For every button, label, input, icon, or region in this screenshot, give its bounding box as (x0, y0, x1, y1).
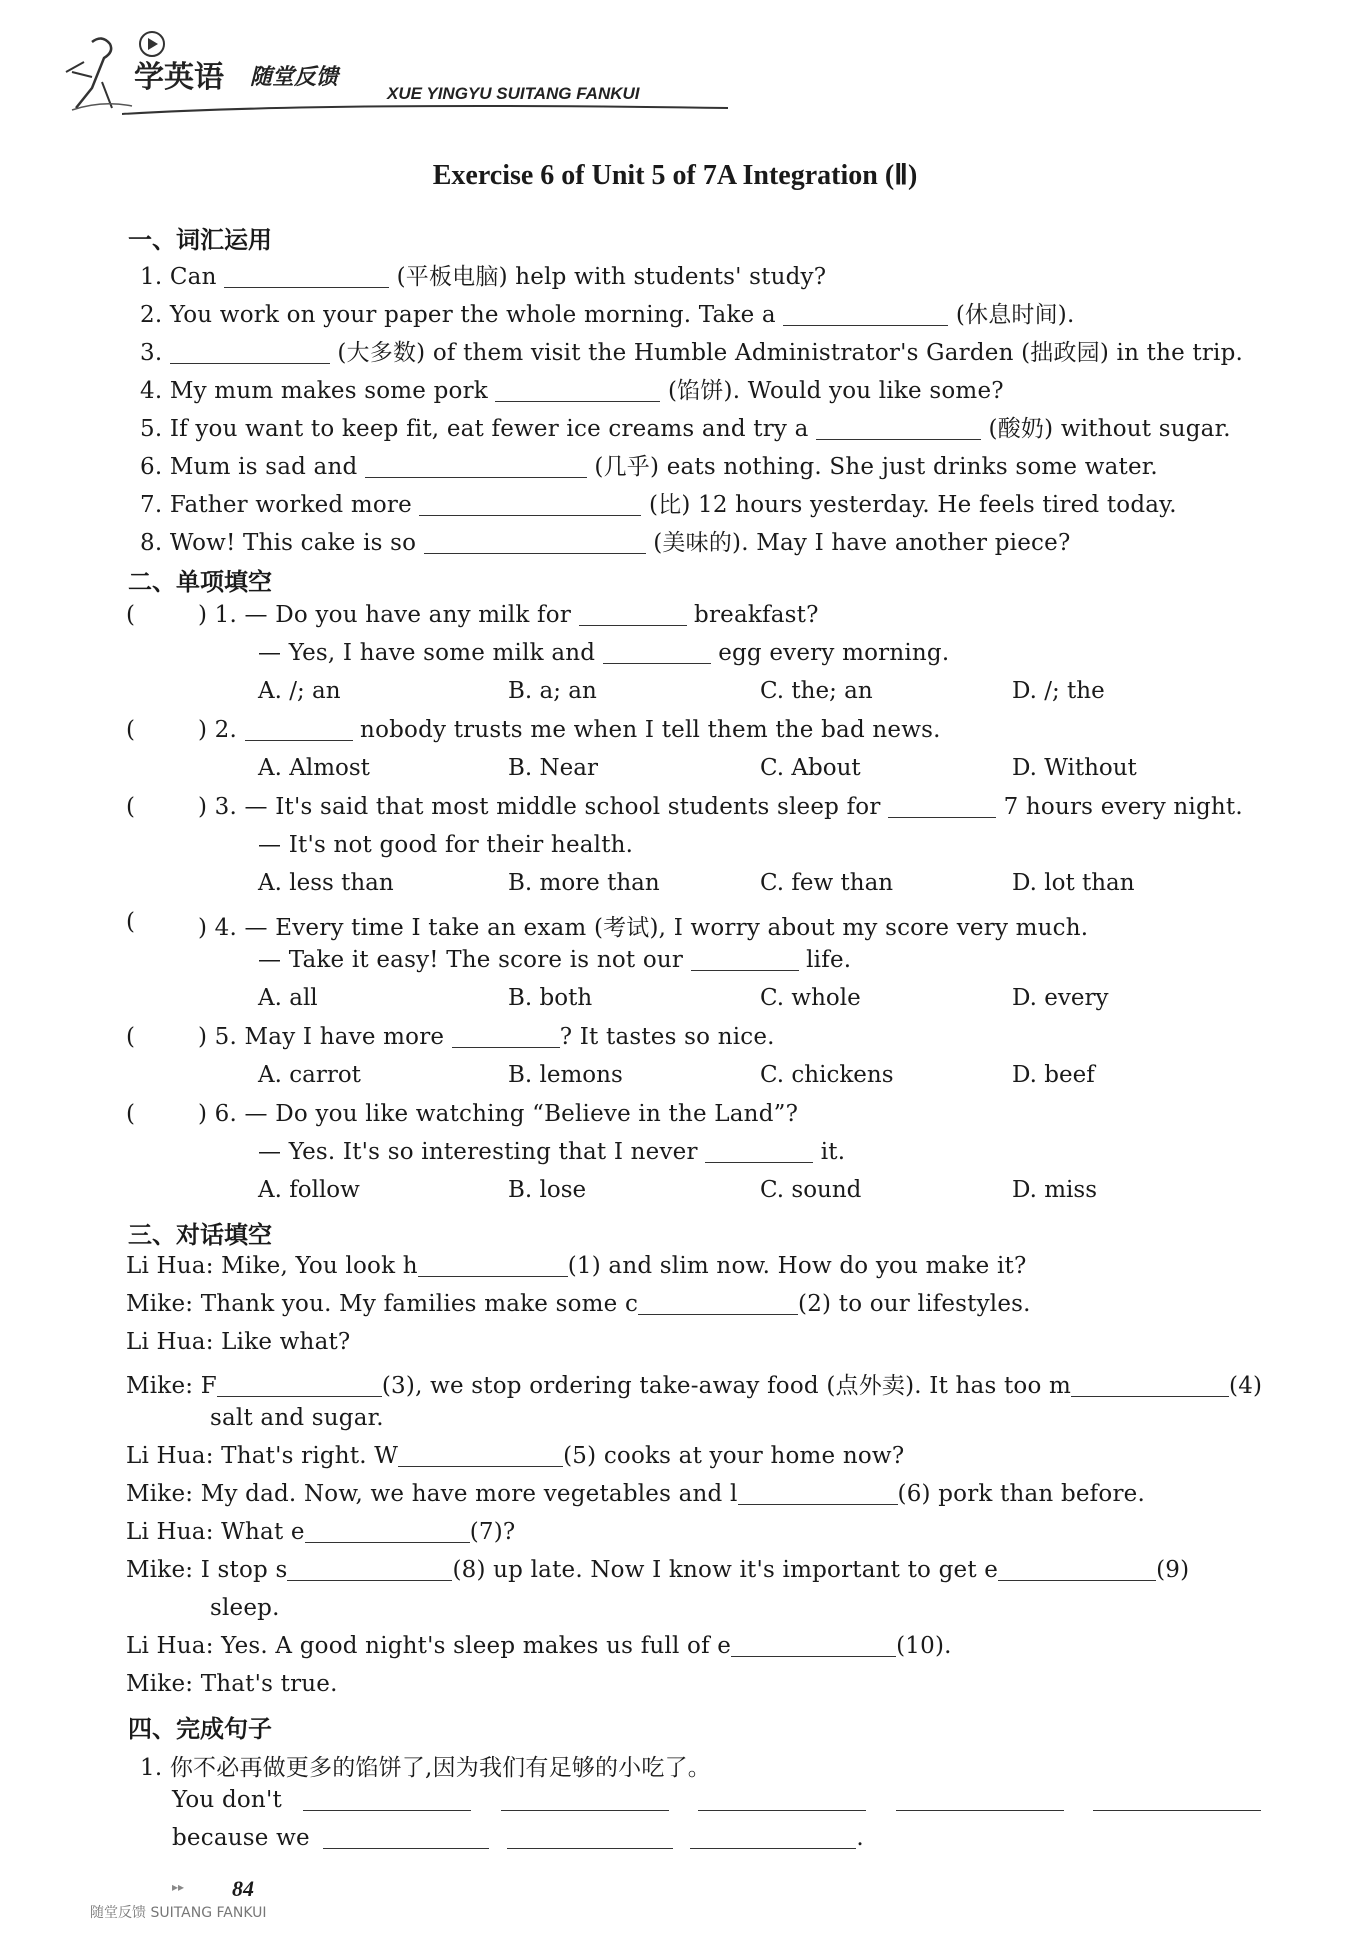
option-b[interactable]: B. both (508, 985, 593, 1011)
answer-blank[interactable] (1071, 1374, 1229, 1397)
answer-blank[interactable] (690, 1826, 856, 1849)
option-c[interactable]: C. the; an (760, 678, 873, 704)
vocab-item-4: 4. My mum makes some pork (馅饼). Would you like some? (140, 378, 1004, 404)
mc-question-6-reply: — Yes. It's so interesting that I never it. (258, 1139, 846, 1165)
answer-blank[interactable] (579, 603, 687, 626)
mc-question-1: ) 1. — Do you have any milk for breakfast? (198, 602, 819, 628)
option-c[interactable]: C. chickens (760, 1062, 894, 1088)
option-b[interactable]: B. Near (508, 755, 598, 781)
mc-question-3: ) 3. — It's said that most middle school students sleep for 7 hours every night. (198, 794, 1243, 820)
section-vocab-heading: 一、词汇运用 (128, 226, 272, 254)
answer-paren[interactable]: ( (126, 909, 135, 935)
answer-paren[interactable]: ( (126, 794, 135, 820)
answer-blank[interactable] (1093, 1788, 1261, 1811)
footer-arrow-icon: ▸▸ (172, 1880, 185, 1894)
option-a[interactable]: A. follow (258, 1177, 360, 1203)
option-c[interactable]: C. whole (760, 985, 861, 1011)
option-d[interactable]: D. miss (1012, 1177, 1098, 1203)
answer-blank[interactable] (738, 1482, 898, 1505)
answer-blank[interactable] (245, 718, 353, 741)
answer-blank[interactable] (452, 1025, 560, 1048)
answer-blank[interactable] (398, 1444, 563, 1467)
option-d[interactable]: D. every (1012, 985, 1109, 1011)
complete-line-1: You don't (172, 1787, 1261, 1813)
option-b[interactable]: B. lemons (508, 1062, 623, 1088)
answer-blank[interactable] (888, 795, 996, 818)
option-d[interactable]: D. beef (1012, 1062, 1095, 1088)
answer-blank[interactable] (365, 455, 587, 478)
vocab-item-8: 8. Wow! This cake is so (美味的). May I have another piece? (140, 530, 1071, 556)
header-cn-subtitle: 随堂反馈 (250, 65, 339, 90)
answer-paren[interactable]: ( (126, 602, 135, 628)
dialog-line-9: Li Hua: Yes. A good night's sleep makes us full of e (10). (126, 1633, 952, 1659)
answer-blank[interactable] (731, 1634, 896, 1657)
option-d[interactable]: D. lot than (1012, 870, 1135, 896)
vocab-item-5: 5. If you want to keep fit, eat fewer ice creams and try a (酸奶) without sugar. (140, 416, 1231, 442)
option-a[interactable]: A. all (258, 985, 318, 1011)
answer-blank[interactable] (217, 1374, 382, 1397)
answer-blank[interactable] (170, 341, 330, 364)
answer-paren[interactable]: ( (126, 1024, 135, 1050)
mc-question-3-reply: — It's not good for their health. (258, 832, 634, 858)
answer-blank[interactable] (418, 1254, 568, 1277)
section-dialog-heading: 三、对话填空 (128, 1221, 272, 1249)
answer-blank[interactable] (816, 417, 981, 440)
answer-blank[interactable] (224, 265, 389, 288)
answer-blank[interactable] (495, 379, 660, 402)
answer-blank[interactable] (424, 531, 646, 554)
page-title: Exercise 6 of Unit 5 of 7A Integration (Ⅱ) (432, 160, 918, 191)
option-a[interactable]: A. Almost (258, 755, 370, 781)
answer-blank[interactable] (501, 1788, 669, 1811)
mc-question-5: ) 5. May I have more ? It tastes so nice. (198, 1024, 775, 1050)
dialog-line-2: Mike: Thank you. My families make some c (2) to our lifestyles. (126, 1291, 1031, 1317)
mc-question-1-reply: — Yes, I have some milk and egg every morning. (258, 640, 950, 666)
option-a[interactable]: A. carrot (258, 1062, 361, 1088)
answer-blank[interactable] (896, 1788, 1064, 1811)
dialog-line-7: Li Hua: What e (7)? (126, 1519, 516, 1545)
footer-tag: 随堂反馈 SUITANG FANKUI (90, 1905, 267, 1921)
header-logo (62, 22, 702, 122)
option-d[interactable]: D. /; the (1012, 678, 1105, 704)
dialog-line-3: Li Hua: Like what? (126, 1329, 351, 1355)
option-c[interactable]: C. About (760, 755, 861, 781)
dialog-line-1: Li Hua: Mike, You look h (1) and slim now. How do you make it? (126, 1253, 1027, 1279)
complete-question-1: 1. 你不必再做更多的馅饼了,因为我们有足够的小吃了。 (140, 1755, 711, 1781)
answer-blank[interactable] (287, 1558, 452, 1581)
vocab-item-3: 3. (大多数) of them visit the Humble Administrator's Garden (拙政园) in the trip. (140, 340, 1244, 366)
answer-blank[interactable] (691, 948, 799, 971)
mc-question-4-reply: — Take it easy! The score is not our life. (258, 947, 852, 973)
option-c[interactable]: C. few than (760, 870, 894, 896)
answer-blank[interactable] (305, 1520, 470, 1543)
option-b[interactable]: B. lose (508, 1177, 587, 1203)
header-swoosh (122, 98, 732, 118)
answer-blank[interactable] (323, 1826, 489, 1849)
answer-blank[interactable] (705, 1140, 813, 1163)
option-b[interactable]: B. more than (508, 870, 660, 896)
complete-line-2: because we . (172, 1825, 864, 1851)
dialog-line-5: Li Hua: That's right. W (5) cooks at your home now? (126, 1443, 905, 1469)
answer-blank[interactable] (998, 1558, 1156, 1581)
dialog-line-8-cont: sleep. (210, 1595, 280, 1621)
vocab-item-1: 1. Can (平板电脑) help with students' study? (140, 264, 827, 290)
vocab-item-6: 6. Mum is sad and (几乎) eats nothing. She just drinks some water. (140, 454, 1158, 480)
header-en-title: XUE YINGYU SUITANG FANKUI (387, 84, 640, 103)
vocab-item-2: 2. You work on your paper the whole morning. Take a (休息时间). (140, 302, 1075, 328)
section-mc-heading: 二、单项填空 (128, 568, 272, 596)
answer-blank[interactable] (419, 493, 641, 516)
header-cn-title: 学英语 (134, 60, 224, 95)
answer-blank[interactable] (303, 1788, 471, 1811)
page-number: 84 (232, 1876, 254, 1901)
option-a[interactable]: A. /; an (258, 678, 341, 704)
vocab-item-7: 7. Father worked more (比) 12 hours yesterday. He feels tired today. (140, 492, 1177, 518)
dialog-line-10: Mike: That's true. (126, 1671, 338, 1697)
answer-blank[interactable] (507, 1826, 673, 1849)
option-c[interactable]: C. sound (760, 1177, 862, 1203)
option-a[interactable]: A. less than (258, 870, 394, 896)
answer-blank[interactable] (783, 303, 948, 326)
option-b[interactable]: B. a; an (508, 678, 597, 704)
option-d[interactable]: D. Without (1012, 755, 1137, 781)
answer-blank[interactable] (698, 1788, 866, 1811)
section-complete-heading: 四、完成句子 (128, 1715, 272, 1743)
dialog-line-6: Mike: My dad. Now, we have more vegetables and l (6) pork than before. (126, 1481, 1145, 1507)
mc-question-2: ) 2. nobody trusts me when I tell them the bad news. (198, 717, 941, 743)
answer-paren[interactable]: ( (126, 717, 135, 743)
answer-blank[interactable] (603, 641, 711, 664)
dialog-line-4-cont: salt and sugar. (210, 1405, 384, 1431)
dialog-line-8: Mike: I stop s (8) up late. Now I know it's important to get e (9) (126, 1557, 1190, 1583)
answer-paren[interactable]: ( (126, 1101, 135, 1127)
answer-blank[interactable] (638, 1292, 798, 1315)
mc-question-6: ) 6. — Do you like watching “Believe in the Land”? (198, 1101, 799, 1127)
mc-question-4: ) 4. — Every time I take an exam (考试), I worry about my score very much. (198, 915, 1089, 941)
dialog-line-4: Mike: F (3), we stop ordering take-away food (点外卖). It has too m (4) (126, 1373, 1263, 1399)
